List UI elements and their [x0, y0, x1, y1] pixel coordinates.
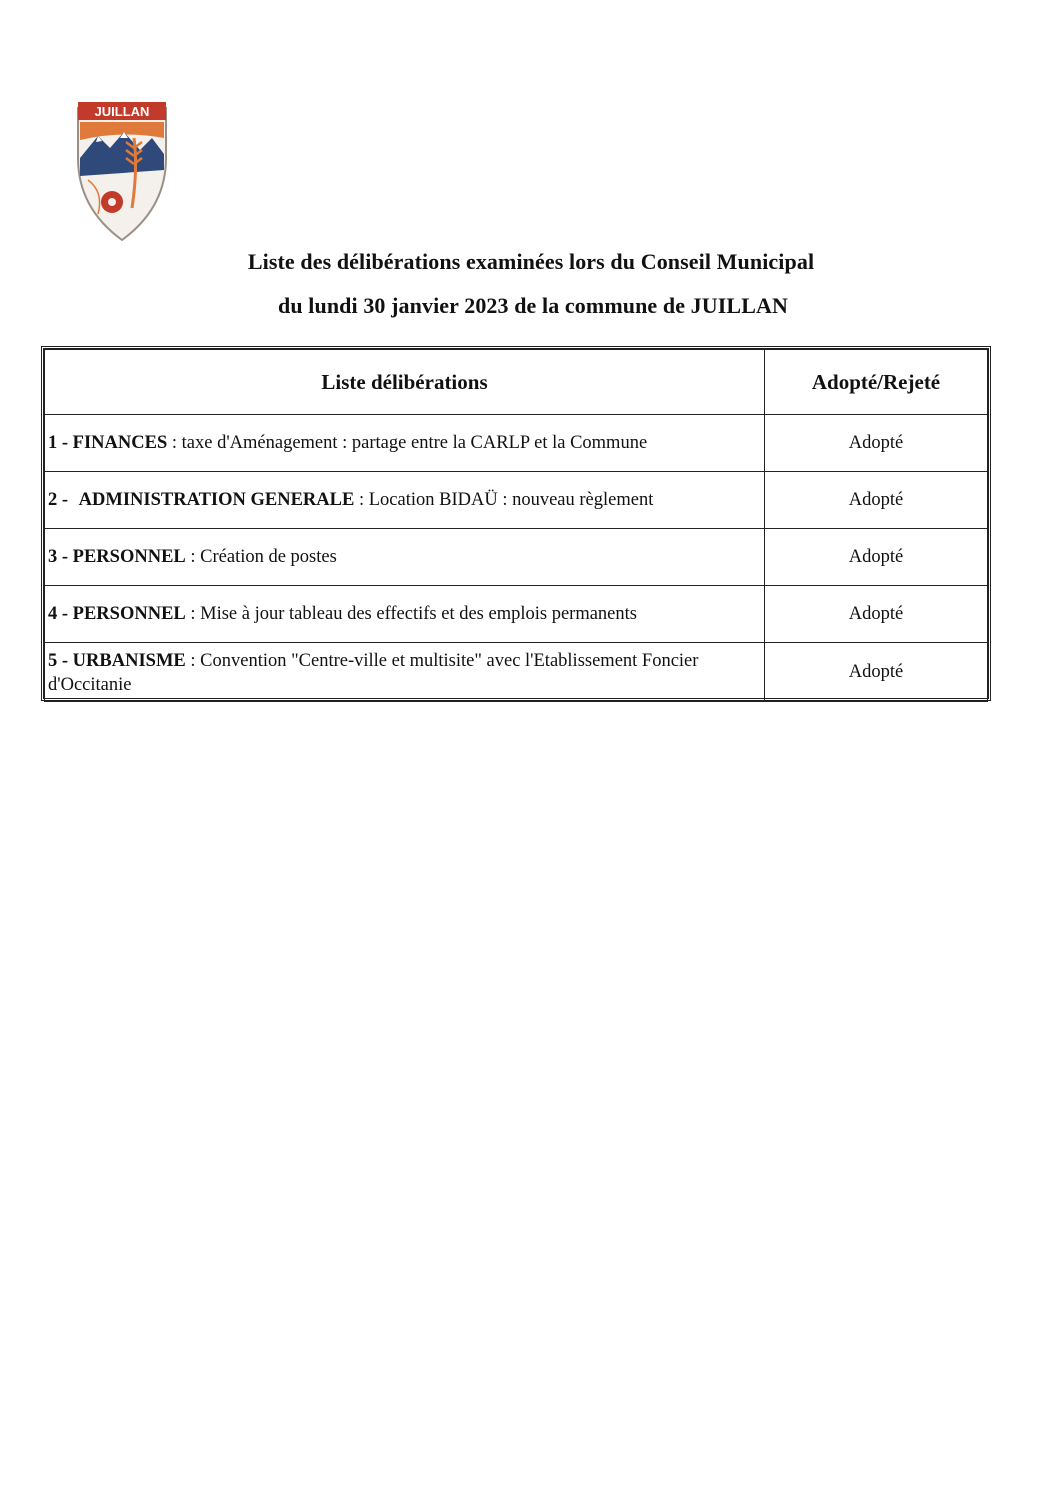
table-row [45, 415, 988, 472]
deliberation-item: 3 - PERSONNEL : Création de postes [45, 529, 765, 586]
status-cell: Adopté [765, 472, 988, 529]
document-title-line-1: Liste des délibérations examinées lors du Conseil Municipal [247, 249, 815, 274]
deliberation-item: 1 - FINANCES : taxe d'Aménagement : partage entre la CARLP et la Commune [45, 415, 765, 472]
section-name: FINANCES [72, 432, 168, 453]
table-row [45, 586, 988, 643]
section-name: ADMINISTRATION GENERALE [78, 489, 355, 510]
section-name: PERSONNEL [72, 546, 186, 567]
status-cell: Adopté [765, 643, 988, 702]
deliberation-item: 4 - PERSONNEL : Mise à jour tableau des effectifs et des emplois permanents [45, 586, 765, 643]
juillan-coat-of-arms-logo [74, 98, 170, 244]
table-row [45, 529, 988, 586]
header-status: Adopté/Rejeté [765, 350, 988, 415]
deliberation-item: 5 - URBANISME : Convention "Centre-ville et multisite" avec l'Etablissement Foncier d'Occitanie [45, 643, 765, 702]
deliberations-table [41, 346, 991, 701]
status-cell: Adopté [765, 529, 988, 586]
table-row [45, 472, 988, 529]
status-cell: Adopté [765, 586, 988, 643]
deliberation-item: 2 - ADMINISTRATION GENERALE : Location BIDAÜ : nouveau règlement [45, 472, 765, 529]
document-title-line-2: du lundi 30 janvier 2023 de la commune de JUILLAN [278, 293, 788, 318]
header-deliberations: Liste délibérations [45, 350, 765, 415]
svg-text:JUILLAN: JUILLAN [94, 104, 150, 119]
crest-icon [74, 98, 170, 244]
status-cell: Adopté [765, 415, 988, 472]
section-name: URBANISME [72, 651, 186, 671]
table-header-row [45, 350, 988, 415]
section-name: PERSONNEL [72, 603, 186, 624]
table-row [45, 643, 988, 702]
